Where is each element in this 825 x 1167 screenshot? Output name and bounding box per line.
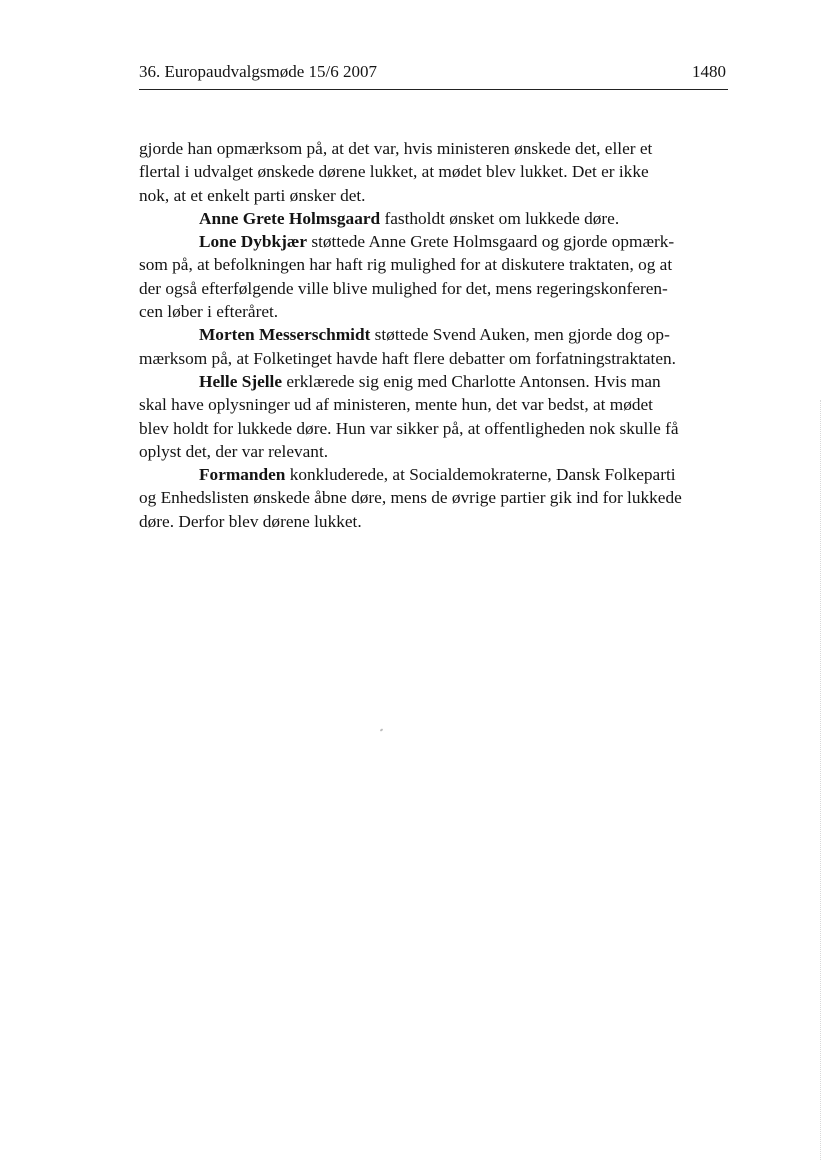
text-line (139, 323, 729, 346)
text-line: døre. Derfor blev dørene lukket. (139, 511, 362, 531)
text-line: mærksom på, at Folketinget havde haft flere debatter om forfatningstraktaten. (139, 348, 676, 368)
text-line: nok, at et enkelt parti ønsker det. (139, 185, 366, 205)
speaker-text: fastholdt ønsket om lukkede døre. (380, 208, 620, 228)
scan-edge-artifact (820, 400, 821, 1160)
text-line (139, 230, 729, 253)
paragraph-holmsgaard (139, 207, 729, 230)
text-line: der også efterfølgende ville blive mulighed for det, mens regeringskonferen- (139, 278, 668, 298)
speaker-text: erklærede sig enig med Charlotte Antonsen. Hvis man (282, 371, 661, 391)
speaker-text: støttede Anne Grete Holmsgaard og gjorde opmærk- (307, 232, 675, 252)
text-line (139, 370, 729, 393)
text-line: oplyst det, der var relevant. (139, 441, 329, 461)
page-number: 1480 (692, 62, 726, 81)
text-line (139, 463, 729, 486)
speaker-text: konkluderede, at Socialdemokraterne, Dansk Folkeparti (285, 465, 676, 485)
speaker-text: støttede Svend Auken, men gjorde dog op- (370, 325, 670, 345)
paragraph-sjelle (139, 370, 729, 463)
paragraph-messerschmidt (139, 323, 729, 370)
text-line: og Enhedslisten ønskede åbne døre, mens de øvrige partier gik ind for lukkede (139, 488, 682, 508)
body-text (139, 137, 729, 533)
text-line: skal have oplysninger ud af ministeren, mente hun, det var bedst, at mødet (139, 395, 653, 415)
page-header (139, 60, 728, 84)
speaker-name: Lone Dybkjær (199, 232, 308, 252)
scan-speck (380, 728, 384, 731)
text-line: som på, at befolkningen har haft rig mulighed for at diskutere traktaten, og at (139, 255, 673, 275)
paragraph-continuation (139, 137, 729, 207)
text-line: flertal i udvalget ønskede dørene lukket, at mødet blev lukket. Det er ikke (139, 162, 649, 182)
speaker-name: Morten Messerschmidt (199, 325, 371, 345)
text-line (139, 207, 729, 230)
paragraph-formanden (139, 463, 729, 533)
text-line: gjorde han opmærksom på, at det var, hvis ministeren ønskede det, eller et (139, 139, 653, 158)
text-line: blev holdt for lukkede døre. Hun var sikker på, at offentligheden nok skulle få (139, 418, 679, 438)
paragraph-dybkjaer (139, 230, 729, 323)
speaker-name: Formanden (199, 465, 286, 485)
header-title: 36. Europaudvalgsmøde 15/6 2007 (139, 62, 377, 81)
speaker-name: Anne Grete Holmsgaard (199, 208, 381, 228)
speaker-name: Helle Sjelle (199, 371, 283, 391)
text-line: cen løber i efteråret. (139, 302, 279, 322)
header-rule (139, 89, 728, 90)
